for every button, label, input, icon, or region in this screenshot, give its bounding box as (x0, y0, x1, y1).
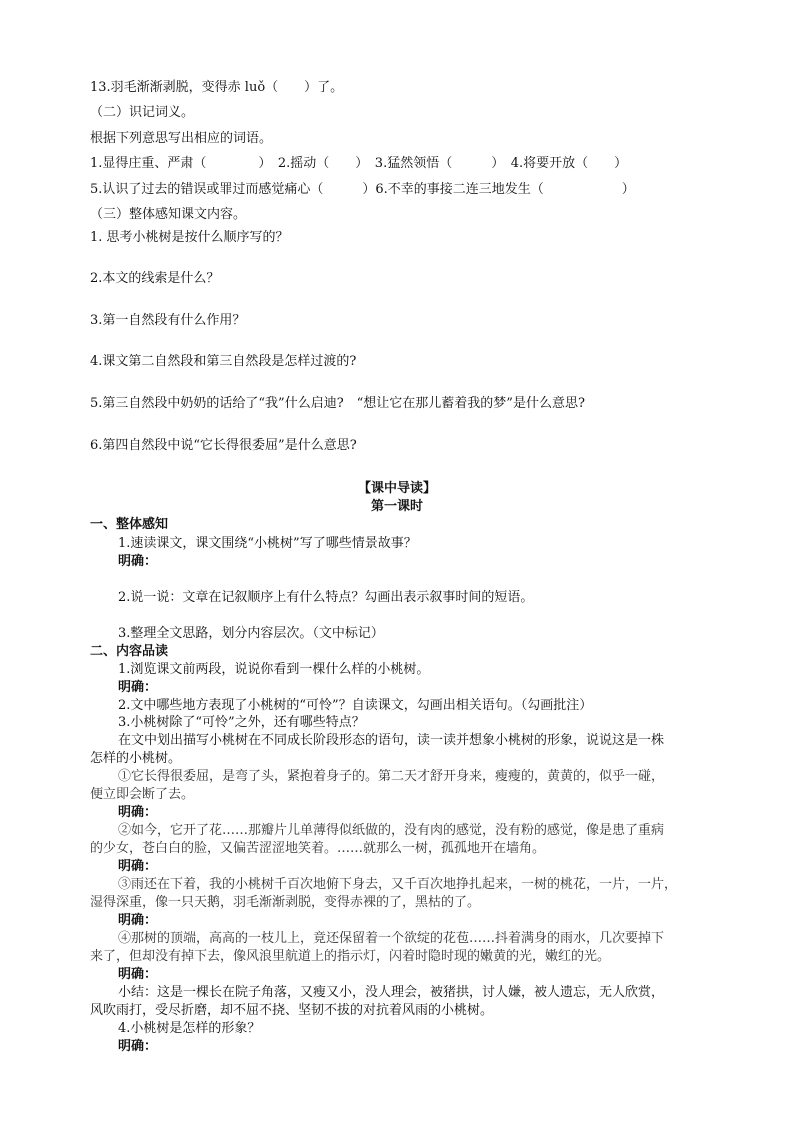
part1-question-2: 2.说一说：文章在记叙顺序上有什么特点？勾画出表示叙事时间的短语。 (118, 590, 534, 605)
quote-3-cont: 湿得深重，像一只天鹅，羽毛渐渐剥脱，变得赤裸的了，黑枯的了。 (90, 895, 481, 910)
answer-label: 明确： (118, 680, 158, 695)
part1-question-3: 3.整理全文思路，划分内容层次。（文中标记） (118, 626, 384, 641)
quote-1-cont: 便立即会断了去。 (90, 787, 195, 802)
answer-label: 明确： (118, 554, 158, 569)
question-2: 2.本文的线索是什么？ (90, 271, 220, 286)
part2-question-1: 1.浏览课文前两段，说说你看到一棵什么样的小桃树。 (118, 662, 430, 677)
part2-question-3: 3.小桃树除了“可怜”之外，还有哪些特点？ (118, 715, 365, 730)
vocab-row-2: 5.认识了过去的错误或罪过而感觉痛心（ ）6.不幸的事接二连三地发生（ ） (90, 182, 635, 197)
part2-question-3-instruction-cont: 怎样的小桃树。 (90, 751, 182, 766)
quote-3: ③雨还在下着，我的小桃树千百次地俯下身去，又千百次地挣扎起来，一树的桃花，一片，一片， (118, 877, 678, 892)
section-3-title: （三）整体感知课文内容。 (90, 207, 247, 222)
quote-1: ①它长得很委屈，是弯了头，紧抱着身子的。第二天才舒开身来，瘦瘦的，黄黄的，似乎一碰， (118, 769, 665, 784)
question-3: 3.第一自然段有什么作用？ (90, 313, 246, 328)
lesson-heading: 【课中导读】 (357, 481, 436, 496)
vocab-row-1: 1.显得庄重、严肃（ ） 2.摇动（ ） 3.猛然领悟（ ） 4.将要开放（ ） (90, 156, 628, 171)
part-1-title: 一、整体感知 (90, 517, 169, 532)
section-2-title: （二）识记词义。 (90, 105, 195, 120)
question-4: 4.课文第二自然段和第三自然段是怎样过渡的? (90, 354, 357, 369)
quote-4-cont: 来了，但却没有掉下去，像风浪里航道上的指示灯，闪着时隐时现的嫩黄的光，嫩红的光。 (90, 949, 611, 964)
question-6: 6.第四自然段中说“它长得很委屈”是什么意思? (90, 438, 357, 453)
quote-2-cont: 的少女，苍白白的脸，又偏苦涩涩地笑着。……就那么一树，孤孤地开在墙角。 (90, 841, 546, 856)
answer-label: 明确： (118, 1039, 158, 1054)
answer-label: 明确： (118, 913, 158, 928)
summary: 小结：这是一棵长在院子角落，又瘦又小，没人理会，被猪拱，讨人嫌，被人遗忘，无人欣赏， (118, 985, 665, 1000)
part1-question-1: 1.速读课文，课文围绕“小桃树”写了哪些情景故事？ (118, 536, 417, 551)
part2-question-3-instruction: 在文中划出描写小桃树在不同成长阶段形态的语句，读一读并想象小桃树的形象，说说这是一株 (118, 733, 665, 748)
lesson-subheading: 第一课时 (370, 499, 423, 514)
quote-4: ④那树的顶端，高高的一枝儿上，竟还保留着一个欲绽的花苞……抖着满身的雨水，几次要掉下 (118, 931, 665, 946)
quote-2: ②如今，它开了花……那瓣片儿单薄得似纸做的，没有肉的感觉，没有粉的感觉，像是患了重病 (118, 823, 665, 838)
question-13: 13.羽毛渐渐剥脱，变得赤 luǒ（ ）了。 (90, 80, 344, 95)
part2-question-4: 4.小桃树是怎样的形象？ (118, 1021, 261, 1036)
part-2-title: 二、内容品读 (90, 644, 169, 659)
question-1: 1. 思考小桃树是按什么顺序写的？ (90, 230, 289, 245)
section-2-intro: 根据下列意思写出相应的词语。 (90, 131, 273, 146)
answer-label: 明确： (118, 967, 158, 982)
question-5: 5.第三自然段中奶奶的话给了“我”什么启迪? “想让它在那儿蓄着我的梦”是什么意思? (90, 396, 585, 411)
answer-label: 明确： (118, 805, 158, 820)
summary-cont: 风吹雨打，受尽折磨，却不屈不挠、坚韧不拔的对抗着风雨的小桃树。 (90, 1003, 494, 1018)
part2-question-2: 2.文中哪些地方表现了小桃树的“可怜”？自读课文，勾画出相关语句。（勾画批注） (118, 698, 593, 713)
answer-label: 明确： (118, 859, 158, 874)
